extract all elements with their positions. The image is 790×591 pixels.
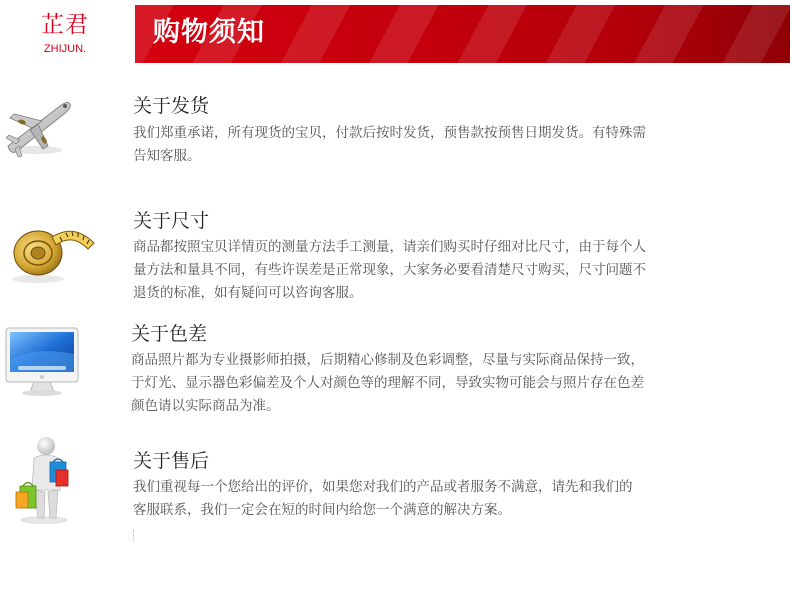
brand-logo-english: ZHIJUN. (43, 43, 87, 55)
tape-measure-icon (8, 215, 100, 291)
section-body (133, 236, 646, 305)
brand-logo (20, 10, 110, 56)
section-after-sales (0, 440, 790, 530)
section-title: 关于发货 (133, 95, 210, 117)
section-size (0, 205, 790, 305)
section-text-line: 于灯光、显示器色彩偏差及个人对颜色等的理解不同，导致实物可能会与照片存在色差 (131, 375, 644, 391)
section-text-line: 我们郑重承诺，所有现货的宝贝，付款后按时发货，预售款按预售日期发货。有特殊需 (133, 125, 646, 141)
brand-logo-chinese: 芷君 (41, 12, 89, 38)
section-text-line: 商品都按照宝贝详情页的测量方法手工测量，请亲们购买时仔细对比尺寸，由于每个人 (133, 239, 646, 255)
section-text-line: 我们重视每一个您给出的评价，如果您对我们的产品或者服务不满意，请先和我们的 (133, 479, 633, 495)
section-text-line: 商品照片都为专业摄影师拍摄，后期精心修制及色彩调整，尽量与实际商品保持一致， (131, 352, 644, 368)
airplane-icon (2, 94, 74, 166)
section-body (133, 476, 633, 522)
section-text-line: 量方法和量具不同，有些许误差是正常现象，大家务必要看清楚尺寸购买，尺寸问题不 (133, 262, 646, 278)
section-text-line: 退货的标准，如有疑问可以咨询客服。 (133, 285, 363, 301)
section-title: 关于尺寸 (133, 210, 210, 232)
header-banner (135, 5, 790, 63)
section-shipping (0, 90, 790, 180)
divider-dot (133, 530, 135, 540)
section-text-line: 告知客服。 (133, 148, 201, 164)
section-title: 关于售后 (133, 450, 210, 472)
section-body (131, 349, 644, 418)
section-text-line: 颜色请以实际商品为准。 (131, 398, 280, 414)
section-color (0, 320, 790, 420)
page-title: 购物须知 (153, 17, 265, 48)
section-body (133, 122, 646, 168)
shopper-icon (10, 434, 80, 530)
section-text-line: 客服联系，我们一定会在短的时间内给您一个满意的解决方案。 (133, 502, 511, 518)
section-title: 关于色差 (131, 323, 208, 345)
monitor-icon (4, 326, 80, 402)
